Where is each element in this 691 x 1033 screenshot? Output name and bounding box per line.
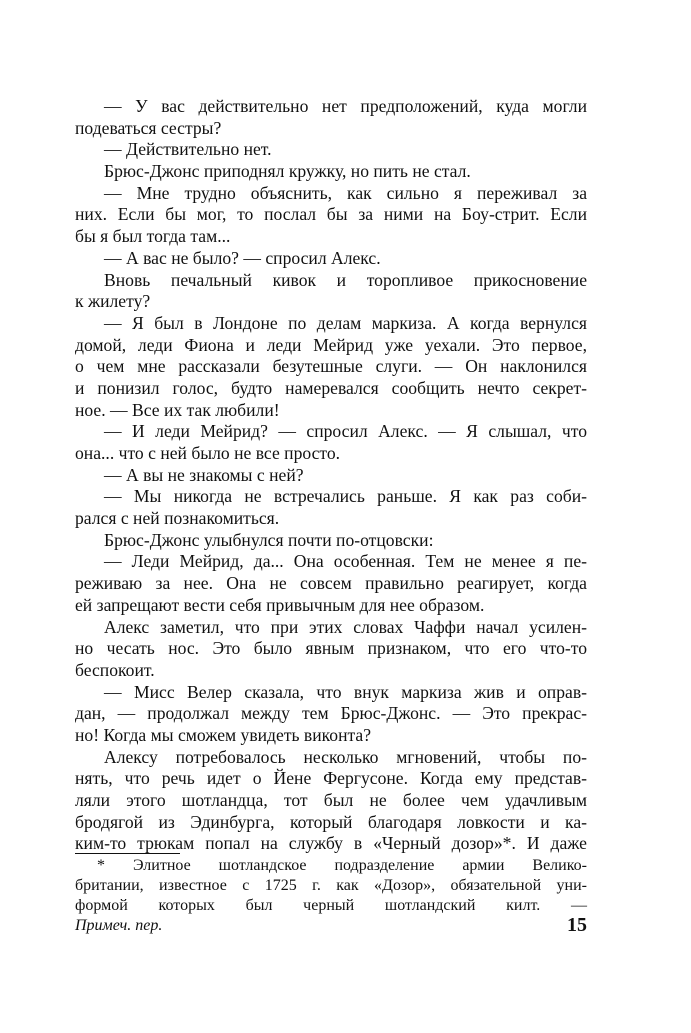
text-line: нять, что речь идет о Йене Фергусоне. Когда ему представ- (75, 768, 587, 789)
text-line: — Действительно нет. (104, 139, 272, 160)
text-line: рался с ней познакомиться. (75, 508, 280, 529)
footnote-divider (75, 853, 180, 854)
page-footer (75, 916, 587, 938)
text-line: домой, леди Фиона и леди Мейрид уже уехали. Это первое, (75, 334, 587, 355)
text-line: — Леди Мейрид, да... Она особенная. Тем не менее я пе- (104, 551, 587, 572)
text-line: но чесать нос. Это было явным признаком, что его что-то (75, 638, 587, 659)
footnote-line: * Элитное шотландское подразделение армии Велико- (97, 857, 587, 874)
text-line: ей запрещают вести себя привычным для нее образом. (75, 594, 485, 615)
text-line: Брюс-Джонс улыбнулся почти по-отцовски: (104, 529, 434, 550)
text-line: — Я был в Лондоне по делам маркиза. А когда вернулся (104, 312, 587, 333)
text-line: Алексу потребовалось несколько мгновений, чтобы по- (104, 746, 587, 767)
text-line: Вновь печальный кивок и торопливое прикосновение (104, 269, 587, 290)
text-line: дан, — продолжал между тем Брюс-Джонс. — Это прекрас- (75, 703, 587, 724)
text-line: них. Если бы мог, то послал бы за ними на Боу-стрит. Если (75, 204, 587, 225)
text-line: подеваться сестры? (75, 117, 222, 138)
text-line: ляли этого шотландца, тот был не более чем удачливым (75, 790, 587, 810)
text-line: — Мне трудно объяснить, как сильно я переживал за (104, 182, 587, 203)
text-line: но! Когда мы сможем увидеть виконта? (75, 724, 372, 745)
text-line: и понизил голос, будто намеревался сообщить нечто секрет- (75, 377, 587, 398)
footnote-line: формой которых был черный шотландский килт. — (75, 897, 587, 914)
text-line: — Мы никогда не встречались раньше. Я как раз соби- (104, 486, 587, 507)
text-line: бы я был тогда там... (75, 226, 231, 247)
footnote (75, 856, 587, 916)
text-line: Алекс заметил, что при этих словах Чаффи начал усилен- (104, 616, 587, 637)
page-number: 15 (567, 914, 587, 936)
text-line: бродягой из Эдинбурга, который благодаря ловкости и ка- (75, 811, 587, 832)
footnote-line: британии, известное с 1725 г. как «Дозор», обязательной уни- (75, 877, 587, 894)
text-line: — У вас действительно нет предположений, куда могли (104, 96, 587, 116)
text-line: Брюс-Джонс приподнял кружку, но пить не стал. (104, 161, 471, 182)
text-line: беспокоит. (75, 659, 155, 680)
main-text (75, 96, 587, 855)
text-line: — Мисс Велер сказала, что внук маркиза жив и оправ- (104, 681, 587, 702)
text-line: о чем мне рассказали безутешные слуги. — Он наклонился (75, 356, 587, 377)
text-line: — И леди Мейрид? — спросил Алекс. — Я слышал, что (104, 421, 587, 442)
translator-note: Примеч. пер. (75, 917, 163, 934)
text-line: к жилету? (75, 291, 151, 312)
text-line: — А вы не знакомы с ней? (104, 464, 304, 485)
text-line: она... что с ней было не все просто. (75, 443, 341, 463)
text-line: реживаю за нее. Она не совсем правильно реагирует, когда (75, 573, 587, 594)
text-line: — А вас не было? — спросил Алекс. (104, 247, 381, 268)
text-line: ким-то трюкам попал на службу в «Черный дозор»*. И даже (75, 833, 587, 854)
text-line: ное. — Все их так любили! (75, 399, 280, 420)
